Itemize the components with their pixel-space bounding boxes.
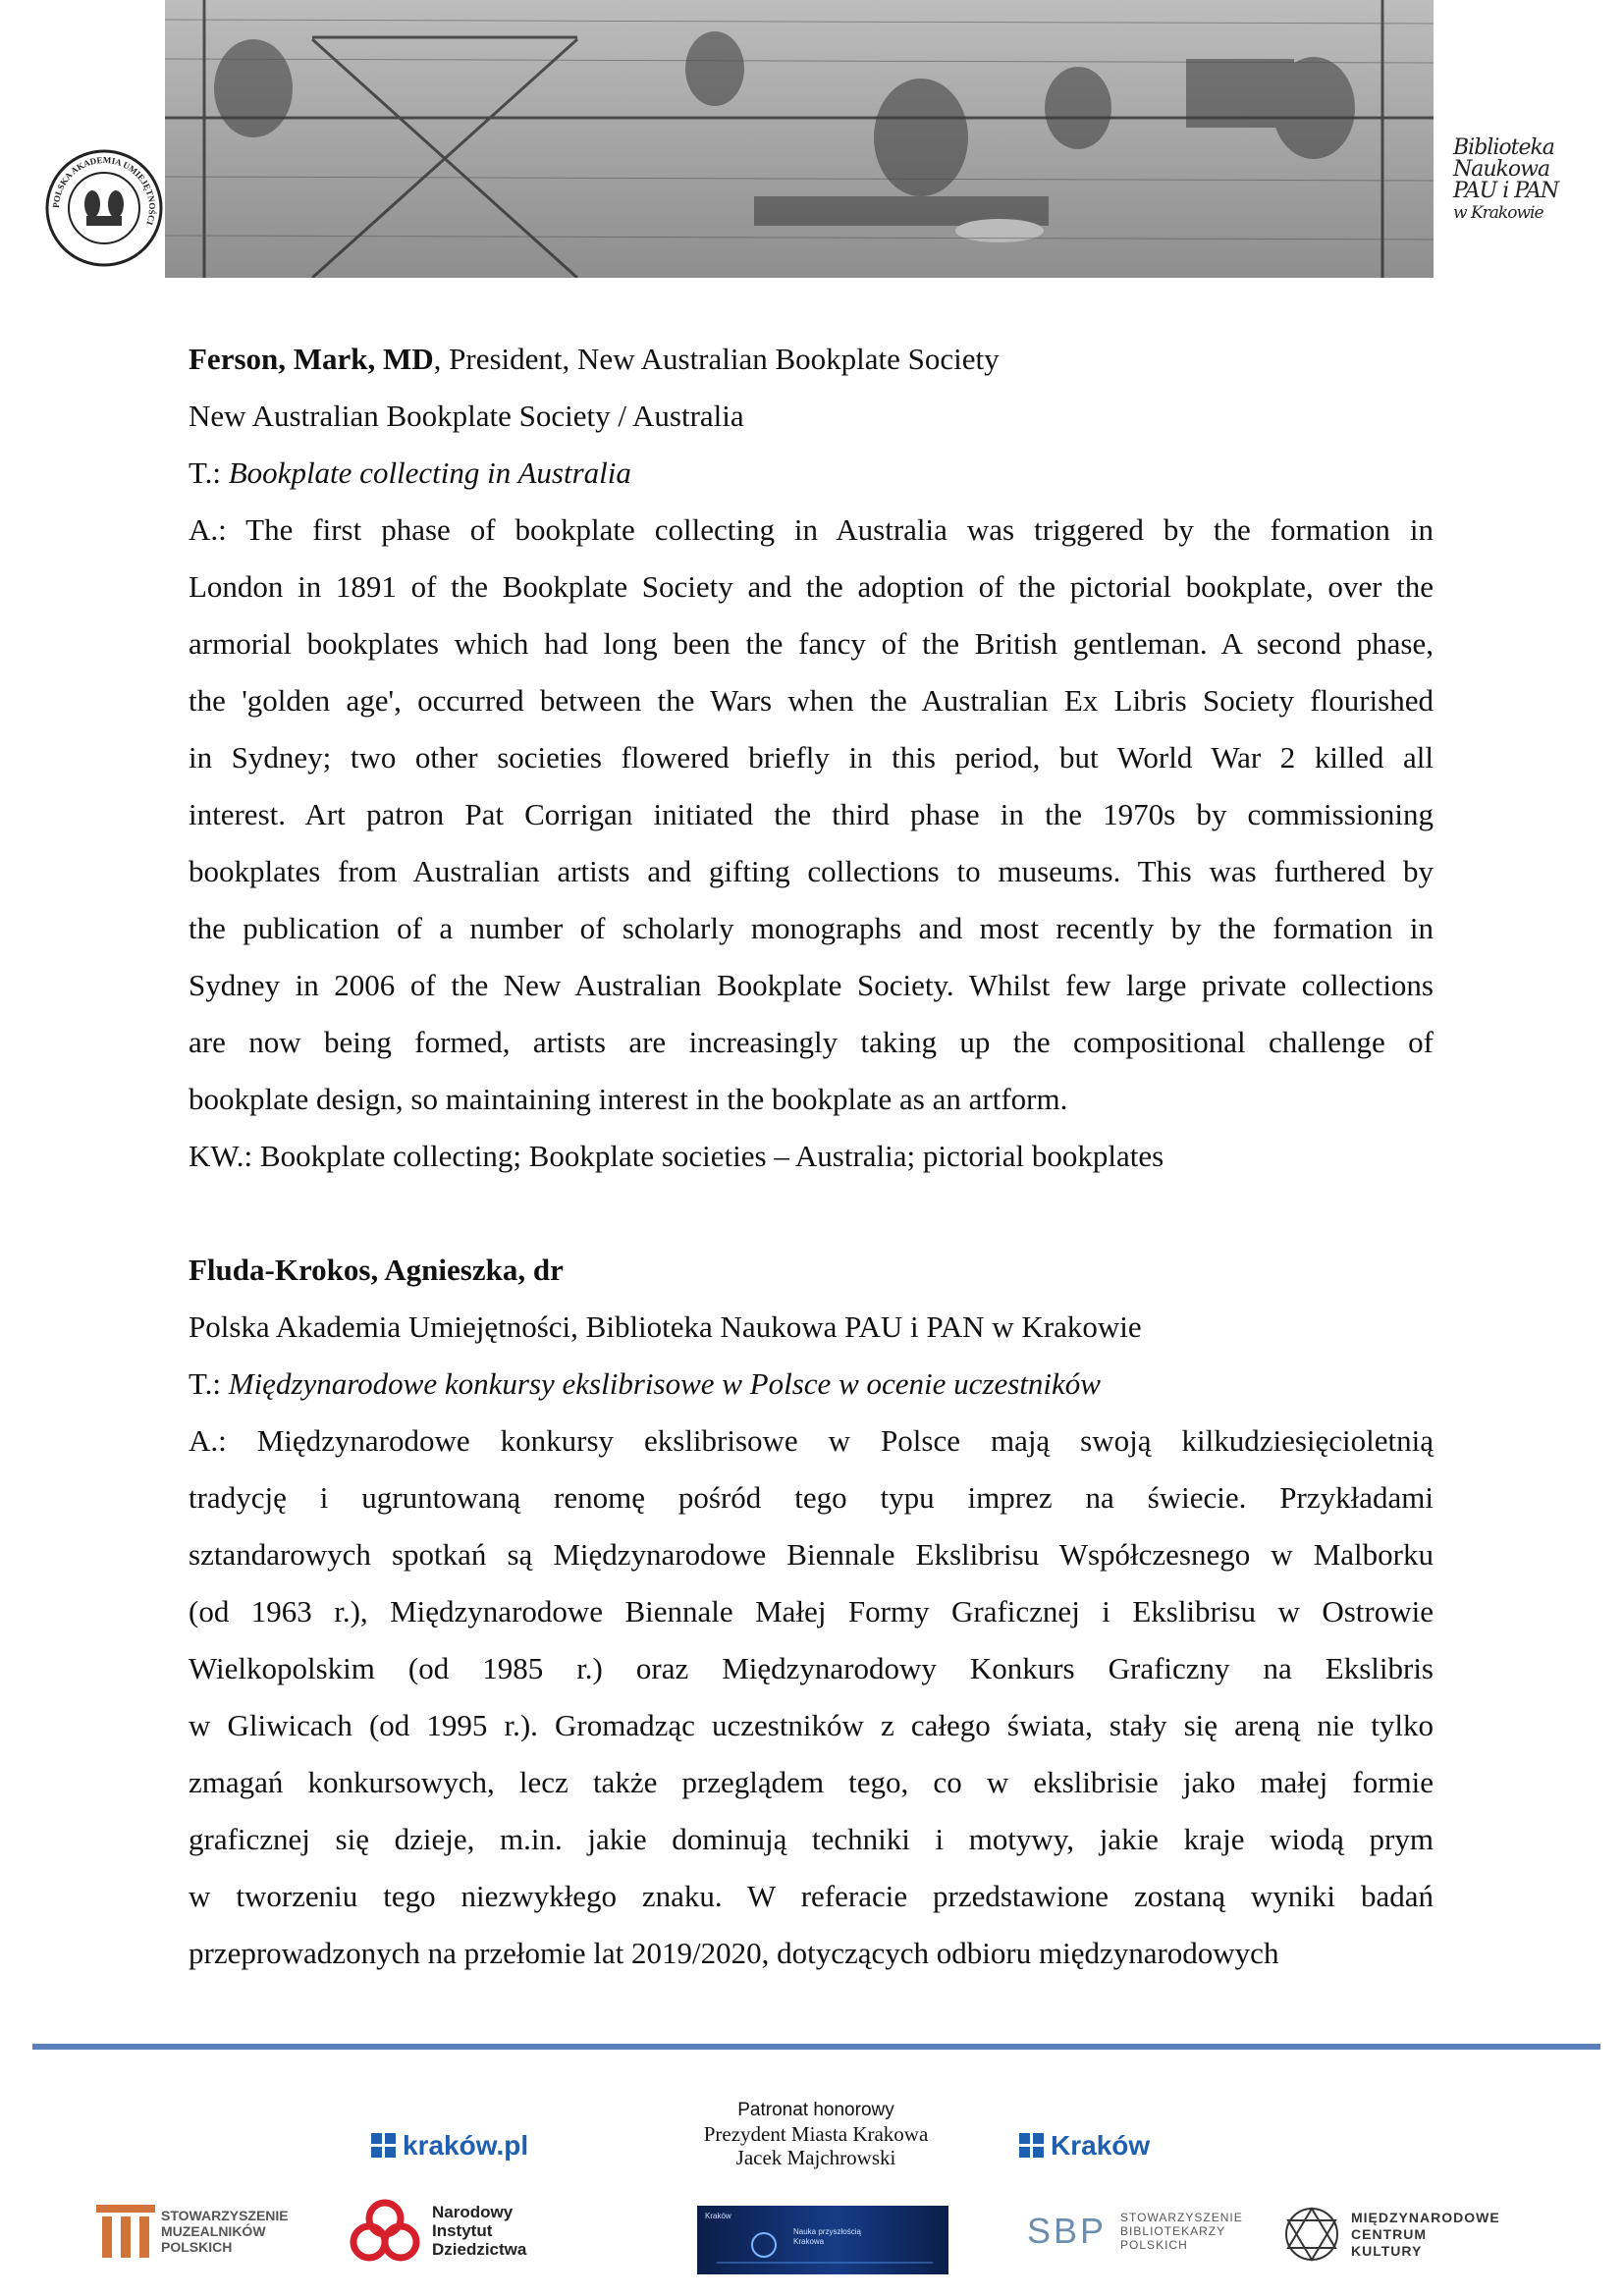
entry2-abstract-line: w tworzeniu tego niezwykłego znaku. W referacie przedstawione zostaną wyniki badań (189, 1879, 1434, 1913)
entry2-abstract (189, 1413, 1434, 1982)
entry2-abstract-line: graficznej się dzieje, m.in. jakie dominują techniki i motywy, jakie kraje wiodą prym (189, 1822, 1434, 1856)
entry1-heading (189, 331, 1434, 388)
entry1-role: , President, New Australian Bookplate Society (433, 342, 1000, 376)
krakow-science-banner (697, 2206, 948, 2274)
pau-seal-logo (43, 147, 165, 269)
entry2-abstract-line: tradycję i ugruntowaną renomę pośród tego typu imprez na świecie. Przykładami (189, 1480, 1434, 1515)
banner-label: Kraków (705, 2212, 731, 2220)
krakow-text: Kraków (1051, 2130, 1151, 2161)
engraving-illustration (165, 0, 1434, 278)
mck-logo (1282, 2205, 1500, 2264)
entry2-name: Fluda-Krokos, Agnieszka, dr (189, 1253, 564, 1287)
entry1-abstract-line: interest. Art patron Pat Corrigan initiated the third phase in the 1970s by commissioning (189, 797, 1434, 831)
mck-emblem-icon (1282, 2205, 1341, 2264)
entry1-abstract-line: London in 1891 of the Bookplate Society and the adoption of the pictorial bookplate, over the (189, 569, 1434, 604)
nid-line: Instytut (432, 2220, 493, 2240)
krakow-grid-icon (1019, 2133, 1045, 2159)
nid-logo (350, 2197, 526, 2264)
entry2-abstract-line: Wielkopolskim (od 1985 r.) oraz Międzynarodowy Konkurs Graficzny na Ekslibris (189, 1651, 1434, 1685)
sbp-line: STOWARZYSZENIE (1120, 2211, 1243, 2224)
krakow-grid-icon (371, 2133, 397, 2159)
entry1-abstract-line: in Sydney; two other societies flowered briefly in this period, but World War 2 killed all (189, 740, 1434, 774)
entry1-abstract-line: the publication of a number of scholarly monographs and most recently by the formation in (189, 911, 1434, 945)
mck-line: KULTURY (1351, 2242, 1423, 2259)
entry2-abstract-line: zmagań konkursowych, lecz także przeglądem tego, co w ekslibrisie jako małej formie (189, 1765, 1434, 1799)
library-logo-line-4: w Krakowie (1453, 203, 1543, 223)
patronage-line: Prezydent Miasta Krakowa (703, 2122, 929, 2146)
entry2-title-label: T.: (189, 1366, 229, 1401)
library-logo (1453, 137, 1571, 255)
library-logo-line-3: PAU i PAN (1453, 179, 1559, 203)
sbp-line: BIBLIOTEKARZY (1120, 2224, 1226, 2238)
seal-lettering: POLSKA AKADEMIA UMIEJĘTNOŚCI (50, 154, 158, 227)
entry2-abstract-line: przeprowadzonych na przełomie lat 2019/2020, dotyczących odbioru międzynarodowych (189, 1936, 1279, 1970)
sbp-abbreviation: SBP (1027, 2211, 1108, 2251)
muzea-line: STOWARZYSZENIE (161, 2208, 289, 2223)
muzealnicy-logo (96, 2205, 289, 2258)
mck-line: CENTRUM (1351, 2225, 1427, 2242)
entry-separator (189, 1185, 1434, 1242)
entry1-abstract-line: are now being formed, artists are increasingly taking up the compositional challenge of (189, 1025, 1434, 1059)
entry2-abstract-line: sztandarowych spotkań są Międzynarodowe Biennale Ekslibrisu Współczesnego w Malborku (189, 1537, 1434, 1572)
header-engraving-image (165, 0, 1434, 278)
entry2-abstract-line: w Gliwicach (od 1995 r.). Gromadząc uczestników z całego świata, stały się areną nie tylko (189, 1708, 1434, 1742)
entry2-abstract-line: A.: Międzynarodowe konkursy ekslibrisowe w Polsce mają swoją kilkudziesięcioletnią (189, 1423, 1434, 1458)
muzea-line: POLSKICH (161, 2239, 233, 2255)
entry1-abstract-line: bookplate design, so maintaining interest in the bookplate as an artform. (189, 1082, 1068, 1116)
banner-text: Nauka przyszłością Krakowa (793, 2227, 861, 2246)
nid-emblem-icon (350, 2197, 420, 2264)
entry1-name: Ferson, Mark, MD (189, 342, 434, 376)
nid-line: Dziedzictwa (432, 2239, 527, 2259)
entry1-title-label: T.: (189, 455, 229, 490)
muzealnicy-columns-icon (96, 2205, 155, 2258)
entry1-affiliation: New Australian Bookplate Society / Australia (189, 399, 744, 433)
sbp-logo (1027, 2211, 1243, 2252)
sbp-line: POLSKICH (1120, 2238, 1188, 2252)
mck-line: MIĘDZYNARODOWE (1351, 2209, 1500, 2225)
entry1-title-line (189, 445, 1434, 502)
krakow-pl-logo (371, 2130, 528, 2162)
entry2-title-line (189, 1356, 1434, 1413)
entry1-abstract-line: bookplates from Australian artists and gifting collections to museums. This was furthered by (189, 854, 1434, 888)
entry1-abstract-line: armorial bookplates which had long been the fancy of the British gentleman. A second phase, (189, 626, 1434, 661)
krakow-logo (1019, 2130, 1150, 2162)
entry2-title: Międzynarodowe konkursy ekslibrisowe w Polsce w ocenie uczestników (228, 1366, 1101, 1401)
library-logo-line-2: Naukowa (1453, 157, 1550, 182)
entry2-abstract-line: (od 1963 r.), Międzynarodowe Biennale Małej Formy Graficznej i Ekslibrisu w Ostrowie (189, 1594, 1434, 1629)
entry2-affiliation: Polska Akademia Umiejętności, Biblioteka Naukowa PAU i PAN w Krakowie (189, 1309, 1142, 1344)
honorary-patronage (677, 2099, 954, 2169)
patronage-line: Jacek Majchrowski (735, 2146, 896, 2169)
nid-line: Narodowy (432, 2202, 514, 2221)
library-logo-line-1: Biblioteka (1453, 135, 1554, 160)
entry1-abstract-line: Sydney in 2006 of the New Australian Bookplate Society. Whilst few large private collections (189, 968, 1434, 1002)
patronage-title: Patronat honorowy (737, 2100, 894, 2120)
entry1-abstract (189, 502, 1434, 1128)
footer-divider (32, 2044, 1600, 2050)
entry1-keywords: KW.: Bookplate collecting; Bookplate societies – Australia; pictorial bookplates (189, 1139, 1164, 1173)
krakow-pl-text: kraków.pl (403, 2130, 529, 2161)
entry1-title: Bookplate collecting in Australia (228, 455, 631, 490)
entry1-abstract-line: A.: The first phase of bookplate collecting in Australia was triggered by the formation in (189, 512, 1434, 547)
entry1-abstract-line: the 'golden age', occurred between the Wars when the Australian Ex Libris Society flourished (189, 683, 1434, 718)
document-body (189, 331, 1434, 1982)
muzea-line: MUZEALNIKÓW (161, 2223, 266, 2239)
